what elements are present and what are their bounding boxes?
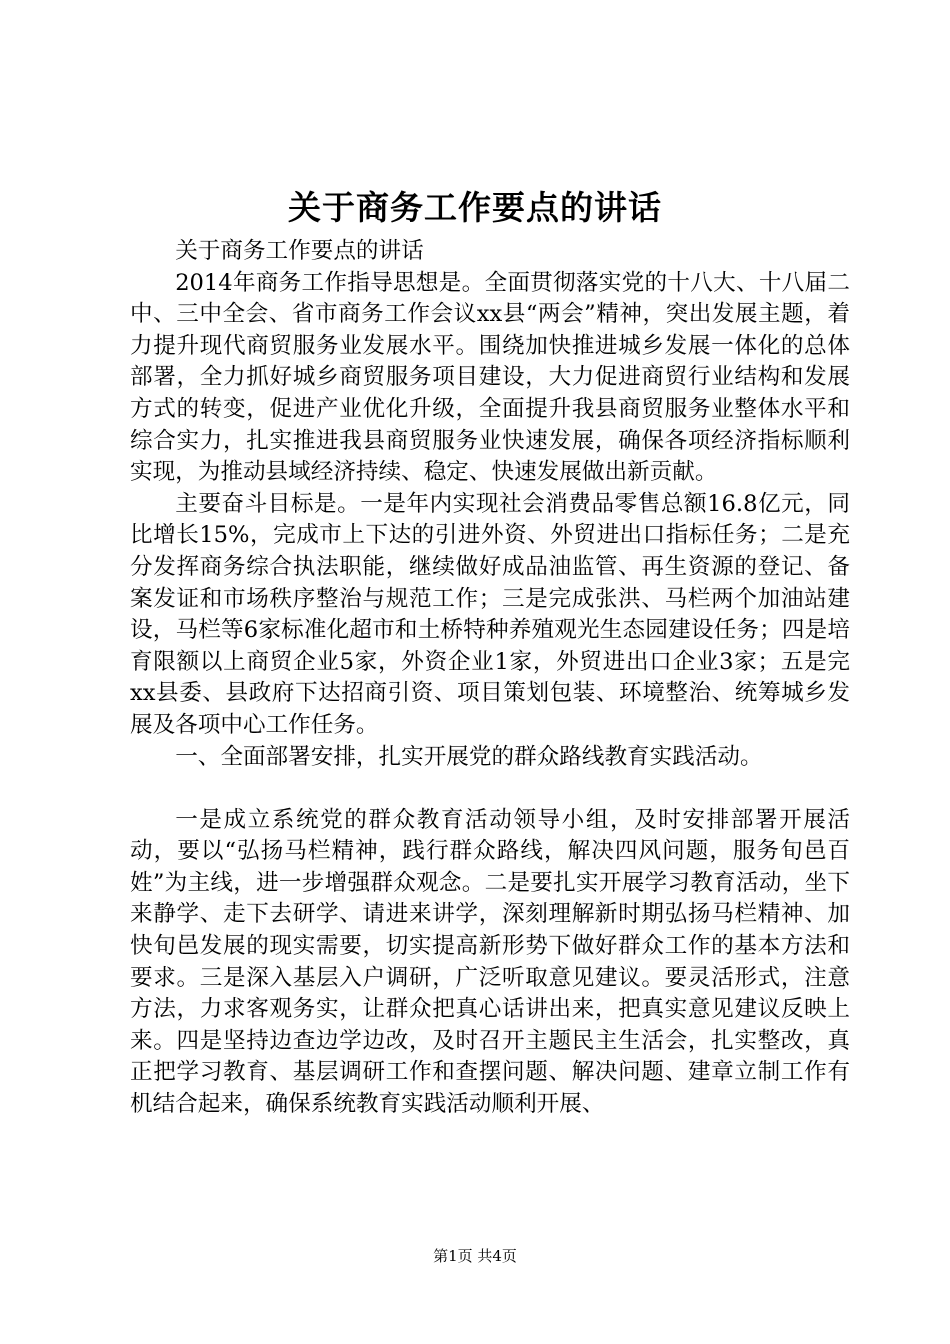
section-1-body-paragraph: 一是成立系统党的群众教育活动领导小组，及时安排部署开展活动，要以“弘扬马栏精神，践行群众路线，解决四风问题，服务旬邑百姓”为主线，进一步增强群众观念。二是要扎实开展学习教育活动，坐下来静学、走下去研学、请进来讲学，深刻理解新时期弘扬马栏精神、加快旬邑发展的现实需要，切实提高新形势下做好群众工作的基本方法和要求。三是深入基层入户调研，广泛听取意见建议。要灵活形式，注意方法，力求客观务实，让群众把真心话讲出来，把真实意见建议反映上来。四是坚持边查边学边改，及时召开主题民主生活会，扎实整改，真正把学习教育、基层调研工作和查摆问题、解决问题、建章立制工作有机结合起来，确保系统教育实践活动顺利开展、 (130, 806, 850, 1118)
main-goals-paragraph: 主要奋斗目标是。一是年内实现社会消费品零售总额16.8亿元，同比增长15%，完成市上下达的引进外资、外贸进出口指标任务；二是充分发挥商务综合执法职能，继续做好成品油监管、再生资源的登记、备案发证和市场秩序整治与规范工作；三是完成张洪、马栏两个加油站建设，马栏等6家标准化超市和土桥特种养殖观光生态园建设任务；四是培育限额以上商贸企业5家，外资企业1家，外贸进出口企业3家；五是完xx县委、县政府下达招商引资、项目策划包装、环境整治、统筹城乡发展及各项中心工作任务。 (130, 490, 850, 738)
document-title: 关于商务工作要点的讲话 (288, 188, 662, 227)
subtitle-paragraph: 关于商务工作要点的讲话 (175, 238, 424, 264)
guiding-thought-paragraph: 2014年商务工作指导思想是。全面贯彻落实党的十八大、十八届二中、三中全会、省市商务工作会议xx县“两会”精神，突出发展主题，着力提升现代商贸服务业发展水平。围绕加快推进城乡发展一体化的总体部署，全力抓好城乡商贸服务项目建设，大力促进商贸行业结构和发展方式的转变，促进产业优化升级，全面提升我县商贸服务业整体水平和综合实力，扎实推进我县商贸服务业快速发展，确保各项经济指标顺利实现，为推动县域经济持续、稳定、快速发展做出新贡献。 (130, 269, 850, 486)
section-heading-1: 一、全面部署安排，扎实开展党的群众路线教育实践活动。 (175, 743, 763, 770)
page-indicator: 第1页 共4页 (433, 1247, 517, 1265)
document-body (130, 236, 850, 1121)
